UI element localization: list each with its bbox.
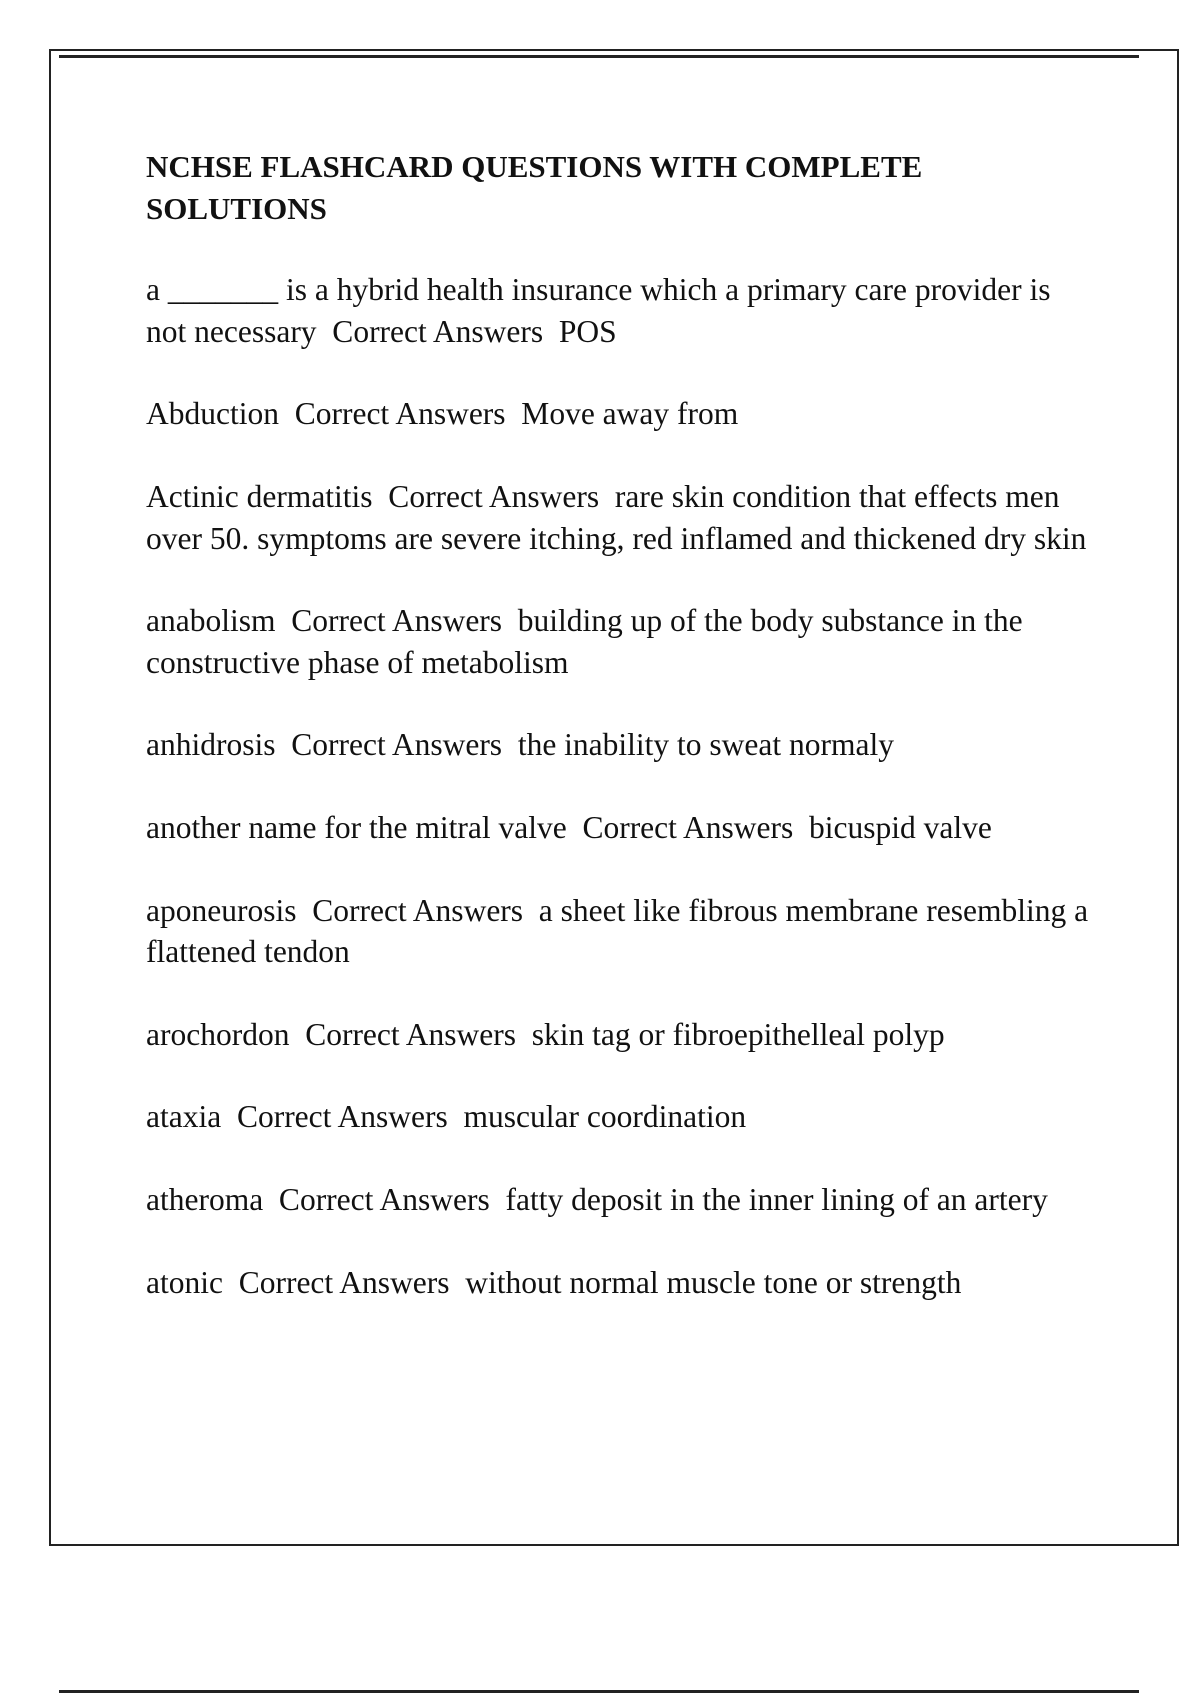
flashcard-entry: a _______ is a hybrid health insurance which a primary care provider is not necessary Correct Answers POS: [146, 272, 1059, 349]
flashcard-entry: Actinic dermatitis Correct Answers rare skin condition that effects men over 50. symptoms are severe itching, red inflamed and thickened dry skin: [146, 478, 1087, 556]
flashcard-entry: anabolism Correct Answers building up of the body substance in the constructive phase of metabolism: [146, 603, 1031, 680]
flashcard-entry: ataxia Correct Answers muscular coordination: [146, 1099, 747, 1135]
flashcard-entry: aponeurosis Correct Answers a sheet like fibrous membrane resembling a flattened tendon: [146, 892, 1096, 970]
document-body: [146, 146, 1096, 1344]
footer-rule: [59, 1690, 1139, 1693]
header-rule: [59, 55, 1139, 58]
flashcard-entry: atheroma Correct Answers fatty deposit in the inner lining of an artery: [146, 1181, 1048, 1217]
document-title: NCHSE FLASHCARD QUESTIONS WITH COMPLETE SOLUTIONS: [146, 149, 923, 226]
flashcard-entry: atonic Correct Answers without normal muscle tone or strength: [146, 1264, 962, 1300]
flashcard-entry: Abduction Correct Answers Move away from: [146, 396, 739, 432]
flashcard-entry: arochordon Correct Answers skin tag or fibroepithelleal polyp: [146, 1016, 945, 1052]
flashcard-entry: another name for the mitral valve Correct Answers bicuspid valve: [146, 809, 992, 845]
flashcard-entry: anhidrosis Correct Answers the inability to sweat normaly: [146, 727, 894, 763]
